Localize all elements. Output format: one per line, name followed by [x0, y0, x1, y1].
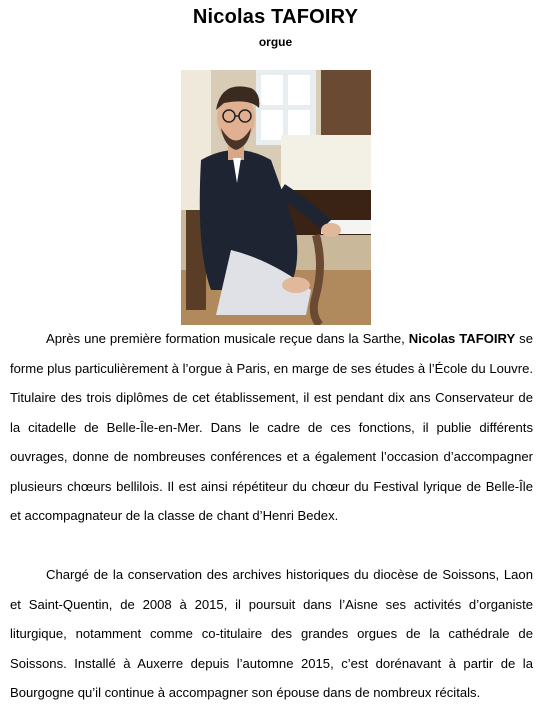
- paragraph-1: [10, 324, 533, 531]
- paragraph-1-intro: Après une première formation musicale reçue dans la Sarthe,: [46, 331, 409, 346]
- biography-text: [10, 324, 533, 708]
- portrait-photo: [181, 70, 371, 325]
- page-title: Nicolas TAFOIRY: [192, 6, 359, 28]
- instrument-subtitle: orgue: [258, 35, 293, 49]
- paragraph-1-body: se forme plus particulièrement à l’orgue à Paris, en marge de ses études à l’École du Louvre. Titulaire des trois diplômes de cet établissement, il est pendant dix ans Conservateur de la citadelle de Belle-Île-en-Mer. Dans le cadre de ces fonctions, il publie différents ouvrages, donne de nombreuses conférences et a également l’occasion d’accompagner plusieurs chœurs bellilois. Il est ainsi répétiteur du chœur du Festival lyrique de Belle-Île et accompagnateur de la classe de chant d’Henri Bedex.: [10, 331, 533, 523]
- portrait-illustration: [181, 70, 371, 325]
- paragraph-2: Chargé de la conservation des archives historiques du diocèse de Soissons, Laon et Saint-Quentin, de 2008 à 2015, il poursuit dans l’Aisne ses activités d’organiste liturgique, notamment comme co-titulaire des grandes orgues de la cathédrale de Soissons. Installé à Auxerre depuis l’automne 2015, c’est dorénavant à partir de la Bourgogne qu’il continue à accompagner son épouse dans de nombreux récitals.: [10, 567, 533, 700]
- artist-name: Nicolas TAFOIRY: [408, 331, 516, 346]
